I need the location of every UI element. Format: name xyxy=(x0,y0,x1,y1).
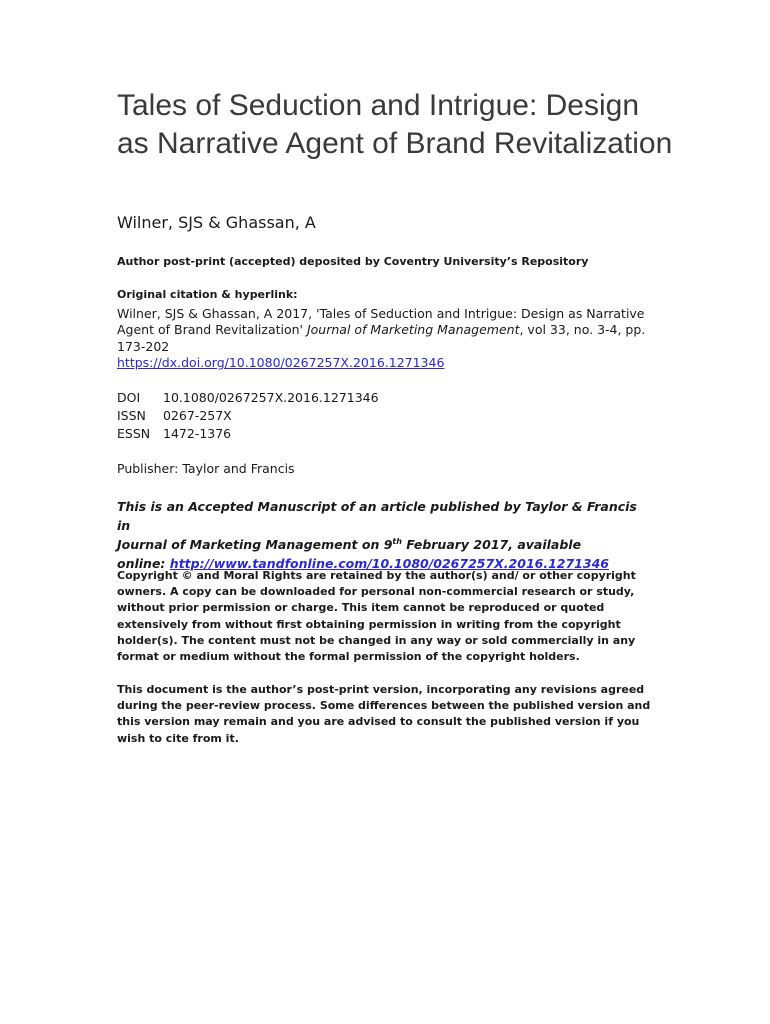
identifiers-block xyxy=(117,390,517,444)
citation-volume: , vol 33, no. 3-4, pp. 173-202 xyxy=(117,322,646,354)
identifier-value: 1472-1376 xyxy=(163,426,232,441)
citation-journal: Journal of Marketing Management xyxy=(306,322,520,337)
citation-label: Original citation & hyperlink: xyxy=(117,288,298,301)
identifier-key: ISSN xyxy=(117,408,146,423)
repository-notice: Author post-print (accepted) deposited by Coventry University’s Repository xyxy=(117,255,589,268)
citation-block xyxy=(117,287,657,372)
publisher-link[interactable]: http://www.tandfonline.com/10.1080/0267257X.2016.1271346 xyxy=(169,556,609,571)
accepted-line-3-prefix: online: xyxy=(117,556,170,571)
identifier-value: 0267-257X xyxy=(163,408,232,423)
authors: Wilner, SJS & Ghassan, A xyxy=(117,213,316,232)
accepted-manuscript-notice xyxy=(117,497,637,573)
identifiers-table xyxy=(117,390,379,444)
accepted-line-2-end: February 2017, available xyxy=(401,537,582,552)
copyright-notice: Copyright © and Moral Rights are retained by the author(s) and/ or other copyright owners. A copy can be downloaded for personal non-commercial research or study, without prior permission or charge. This item cannot be reproduced or quoted extensively from without first obtaining permission in writing from the copyright holder(s). The content must not be changed in any way or sold commercially in any format or medium without the formal permission of the copyright holders. xyxy=(117,569,636,664)
identifier-key: DOI xyxy=(117,390,141,405)
identifier-key: ESSN xyxy=(117,426,151,441)
identifier-row xyxy=(117,390,379,408)
document-title: Tales of Seduction and Intrigue: Design as Narrative Agent of Brand Revitalization xyxy=(117,89,673,160)
publisher: Publisher: Taylor and Francis xyxy=(117,461,295,476)
accepted-line-2: Journal of Marketing Management on 9 xyxy=(117,537,393,552)
identifier-row xyxy=(117,408,379,426)
identifier-row xyxy=(117,426,379,444)
accepted-date-suffix: th xyxy=(392,536,402,546)
citation-text: Wilner, SJS & Ghassan, A 2017, 'Tales of Seduction and Intrigue: Design as Narrative Agent of Brand Revitalization' xyxy=(117,305,645,337)
identifier-value: 10.1080/0267257X.2016.1271346 xyxy=(163,390,379,405)
citation-doi-link[interactable]: https://dx.doi.org/10.1080/0267257X.2016.1271346 xyxy=(117,355,445,370)
postprint-notice: This document is the author’s post-print version, incorporating any revisions agreed during the peer-review process. Some differences between the published version and this version may remain and you are advised to consult the published version if you wish to cite from it. xyxy=(117,683,651,745)
accepted-line-1: This is an Accepted Manuscript of an article published by Taylor & Francis in xyxy=(117,499,637,533)
